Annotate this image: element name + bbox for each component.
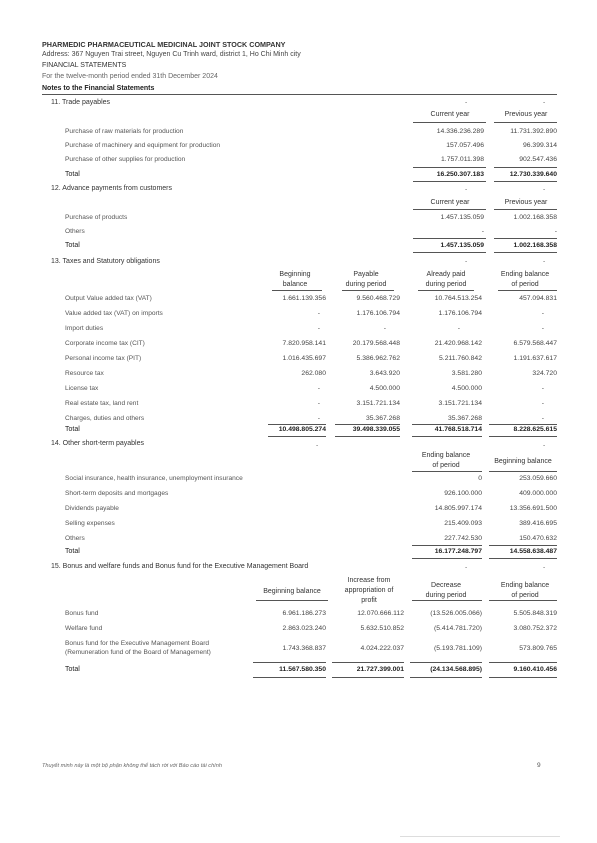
col-rule — [412, 471, 482, 472]
dash-mark: - — [465, 564, 468, 571]
col-rule — [272, 290, 322, 291]
total-value: 12.730.339.640 — [509, 171, 557, 178]
row-value: 1.002.168.358 — [513, 214, 557, 221]
row-label: Corporate income tax (CIT) — [65, 340, 145, 347]
col-ending-balance: Ending balance — [421, 452, 471, 459]
total-value: 16.250.307.183 — [436, 171, 484, 178]
dash-mark: - — [465, 99, 468, 106]
total-rule — [494, 238, 557, 239]
col-payable: during period — [345, 281, 387, 288]
dash-mark: - — [465, 258, 468, 265]
row-value: 3.643.920 — [369, 370, 400, 377]
row-label: Dividends payable — [65, 505, 119, 512]
row-label: Value added tax (VAT) on imports — [65, 310, 163, 317]
row-label: Import duties — [65, 325, 104, 332]
col-increase: Increase from — [347, 577, 391, 584]
total-rule — [489, 677, 557, 678]
row-value: - — [457, 325, 460, 332]
total-rule — [335, 424, 400, 425]
row-value: 12.070.666.112 — [357, 610, 404, 617]
row-value: 157.057.496 — [446, 142, 484, 149]
total-rule — [489, 545, 557, 546]
row-value: (5.193.781.109) — [434, 645, 482, 652]
total-label: Total — [65, 548, 80, 555]
row-label: Purchase of products — [65, 214, 128, 221]
total-value: 39.498.339.055 — [352, 426, 400, 433]
row-value: 4.500.000 — [451, 385, 482, 392]
total-rule — [412, 424, 482, 425]
row-label: Real estate tax, land rent — [65, 400, 139, 407]
row-value: 4.024.222.037 — [360, 645, 404, 652]
row-value: 227.742.530 — [444, 535, 482, 542]
row-label: Bonus fund for the Executive Management Board — [65, 640, 210, 647]
col-ending-balance: of period — [511, 592, 539, 599]
row-value: 14.805.997.174 — [434, 505, 482, 512]
col-rule — [489, 471, 557, 472]
col-ending-balance: Ending balance — [500, 271, 550, 278]
dash-mark: - — [543, 258, 546, 265]
col-payable: Payable — [353, 271, 379, 278]
total-value: 10.498.805.274 — [278, 426, 326, 433]
row-value: 20.179.568.448 — [352, 340, 400, 347]
row-value: 262.080 — [301, 370, 326, 377]
row-value: 1.757.011.398 — [441, 156, 484, 163]
row-label: Purchase of other supplies for production — [65, 156, 186, 163]
total-label: Total — [65, 171, 80, 178]
total-rule — [413, 181, 486, 182]
row-value: 0 — [478, 475, 482, 482]
row-value: 1.176.106.794 — [438, 310, 482, 317]
dash-mark: - — [465, 186, 468, 193]
total-label: Total — [65, 426, 80, 433]
col-previous-year: Previous year — [504, 199, 548, 206]
col-increase: profit — [361, 597, 377, 604]
footer-note: Thuyết minh này là một bộ phận không thể tách rời với Báo cáo tài chính — [42, 763, 222, 769]
row-value: 7.820.958.141 — [282, 340, 326, 347]
dash-mark: - — [543, 442, 546, 449]
row-value: 1.191.637.617 — [513, 355, 557, 362]
total-label: Total — [65, 666, 80, 673]
section-13-title: 13. Taxes and Statutory obligations — [51, 258, 160, 265]
total-rule — [410, 677, 482, 678]
row-value: 35.367.268 — [447, 415, 482, 422]
total-value: 1.002.168.358 — [513, 242, 557, 249]
total-value: 8.228.625.615 — [513, 426, 557, 433]
total-rule — [489, 424, 557, 425]
statement-title: FINANCIAL STATEMENTS — [42, 62, 127, 69]
row-value: 2.863.023.240 — [282, 625, 326, 632]
total-value: 16.177.248.797 — [434, 548, 482, 555]
row-label: (Remuneration fund of the Board of Management) — [65, 649, 211, 656]
row-value: 5.211.760.842 — [439, 355, 482, 362]
col-beginning-balance: Beginning balance — [263, 588, 321, 595]
row-value: 9.560.468.729 — [356, 295, 400, 302]
total-value: 1.457.135.059 — [440, 242, 484, 249]
total-rule — [494, 167, 557, 168]
total-rule — [253, 677, 326, 678]
dash-mark: - — [543, 564, 546, 571]
col-already-paid: during period — [425, 281, 467, 288]
total-rule — [412, 436, 482, 437]
col-decrease: during period — [425, 592, 467, 599]
row-value: - — [383, 325, 386, 332]
row-value: 1.661.139.356 — [282, 295, 326, 302]
company-address: Address: 367 Nguyen Trai street, Nguyen Cu Trinh ward, district 1, Ho Chi Minh city — [42, 51, 301, 58]
row-value: 1.176.106.794 — [356, 310, 400, 317]
total-value: 14.558.638.487 — [509, 548, 557, 555]
row-value: 1.743.368.837 — [282, 645, 326, 652]
row-value: 21.420.968.142 — [434, 340, 482, 347]
dash-mark: - — [543, 99, 546, 106]
col-rule — [498, 290, 557, 291]
row-value: - — [481, 228, 484, 235]
total-rule — [335, 436, 400, 437]
section-12-title: 12. Advance payments from customers — [51, 185, 172, 192]
row-value: 253.059.660 — [519, 475, 557, 482]
col-rule — [412, 600, 482, 601]
row-label: Purchase of raw materials for production — [65, 128, 184, 135]
row-value: - — [541, 325, 544, 332]
total-rule — [332, 677, 404, 678]
col-ending-balance: of period — [432, 462, 460, 469]
row-label: Bonus fund — [65, 610, 99, 617]
total-rule — [489, 436, 557, 437]
row-value: (5.414.781.720) — [434, 625, 482, 632]
col-beginning-balance: balance — [282, 281, 308, 288]
col-current-year: Current year — [430, 199, 470, 206]
row-value: 5.386.962.762 — [356, 355, 400, 362]
col-already-paid: Already paid — [426, 271, 466, 278]
row-value: 5.632.510.852 — [360, 625, 404, 632]
row-value: - — [554, 228, 557, 235]
row-value: 14.336.236.289 — [436, 128, 484, 135]
col-ending-balance: of period — [511, 281, 539, 288]
dash-mark: - — [316, 442, 319, 449]
row-value: 3.151.721.134 — [356, 400, 400, 407]
reporting-period: For the twelve-month period ended 31th December 2024 — [42, 73, 218, 80]
row-value: - — [541, 400, 544, 407]
row-label: Charges, duties and others — [65, 415, 145, 422]
total-label: Total — [65, 242, 80, 249]
col-beginning-balance: Beginning balance — [494, 458, 552, 465]
col-beginning-balance: Beginning — [279, 271, 311, 278]
row-value: 35.367.268 — [365, 415, 400, 422]
row-value: 573.809.765 — [519, 645, 557, 652]
col-rule — [342, 290, 394, 291]
total-value: 21.727.399.001 — [356, 666, 404, 673]
row-value: 324.720 — [532, 370, 557, 377]
company-name: PHARMEDIC PHARMACEUTICAL MEDICINAL JOINT STOCK COMPANY — [42, 40, 286, 49]
row-value: 457.094.831 — [519, 295, 557, 302]
total-rule — [268, 424, 326, 425]
col-rule — [413, 122, 486, 123]
total-rule — [489, 662, 557, 663]
total-rule — [413, 252, 486, 253]
row-value: 4.500.000 — [369, 385, 400, 392]
total-rule — [410, 662, 482, 663]
total-rule — [412, 558, 482, 559]
row-label: Short-term deposits and mortgages — [65, 490, 169, 497]
row-value: 6.961.186.273 — [282, 610, 326, 617]
row-value: 5.505.848.319 — [513, 610, 557, 617]
row-value: 3.080.752.372 — [513, 625, 557, 632]
col-current-year: Current year — [430, 111, 470, 118]
total-value: 41.768.518.714 — [434, 426, 482, 433]
row-value: - — [317, 325, 320, 332]
row-value: 389.416.695 — [519, 520, 557, 527]
row-value: - — [317, 385, 320, 392]
total-rule — [494, 181, 557, 182]
row-label: Others — [65, 228, 85, 235]
total-value: 9.160.410.456 — [513, 666, 557, 673]
section-14-title: 14. Other short-term payables — [51, 440, 144, 447]
row-label: Selling expenses — [65, 520, 115, 527]
row-value: 6.579.568.447 — [513, 340, 557, 347]
col-rule — [494, 122, 557, 123]
row-value: 11.731.392.890 — [510, 128, 557, 135]
col-decrease: Decrease — [431, 582, 461, 589]
row-value: 96.399.314 — [522, 142, 557, 149]
footer-rule — [400, 836, 560, 837]
row-label: Resource tax — [65, 370, 104, 377]
dash-mark: - — [543, 186, 546, 193]
col-previous-year: Previous year — [504, 111, 548, 118]
row-value: 3.151.721.134 — [438, 400, 482, 407]
row-label: License tax — [65, 385, 99, 392]
row-label: Output Value added tax (VAT) — [65, 295, 152, 302]
total-rule — [332, 662, 404, 663]
total-rule — [413, 167, 486, 168]
row-value: 150.470.632 — [519, 535, 557, 542]
section-15-title: 15. Bonus and welfare funds and Bonus fund for the Executive Management Board — [51, 563, 309, 570]
col-rule — [413, 209, 486, 210]
col-rule — [256, 600, 328, 601]
col-rule — [494, 209, 557, 210]
header-rule — [42, 94, 557, 95]
total-value: 11.567.580.350 — [279, 666, 326, 673]
total-rule — [494, 252, 557, 253]
page-number: 9 — [537, 762, 541, 769]
row-value: 409.000.000 — [519, 490, 557, 497]
col-ending-balance: Ending balance — [500, 582, 550, 589]
row-value: 902.547.436 — [519, 156, 557, 163]
col-increase: appropriation of — [344, 587, 394, 594]
row-value: 3.581.280 — [451, 370, 482, 377]
row-value: 13.356.691.500 — [509, 505, 557, 512]
total-value: (24.134.568.895) — [430, 666, 482, 673]
row-value: 926.100.000 — [444, 490, 482, 497]
row-label: Others — [65, 535, 85, 542]
row-value: - — [541, 310, 544, 317]
total-rule — [253, 662, 326, 663]
row-label: Purchase of machinery and equipment for production — [65, 142, 221, 149]
total-rule — [489, 558, 557, 559]
total-rule — [413, 238, 486, 239]
row-label: Social insurance, health insurance, unemployment insurance — [65, 475, 243, 482]
total-rule — [268, 436, 326, 437]
col-rule — [418, 290, 474, 291]
row-value: - — [317, 310, 320, 317]
row-value: (13.526.005.066) — [430, 610, 482, 617]
section-11-title: 11. Trade payables — [51, 99, 111, 106]
row-value: - — [317, 415, 320, 422]
row-value: 10.764.513.254 — [434, 295, 482, 302]
total-rule — [412, 545, 482, 546]
row-label: Personal income tax (PIT) — [65, 355, 142, 362]
row-value: 215.409.093 — [444, 520, 482, 527]
row-value: 1.016.435.697 — [282, 355, 326, 362]
notes-title: Notes to the Financial Statements — [42, 85, 155, 92]
row-value: 1.457.135.059 — [440, 214, 484, 221]
row-value: - — [317, 400, 320, 407]
col-rule — [489, 600, 557, 601]
row-value: - — [541, 385, 544, 392]
row-label: Welfare fund — [65, 625, 103, 632]
row-value: - — [541, 415, 544, 422]
